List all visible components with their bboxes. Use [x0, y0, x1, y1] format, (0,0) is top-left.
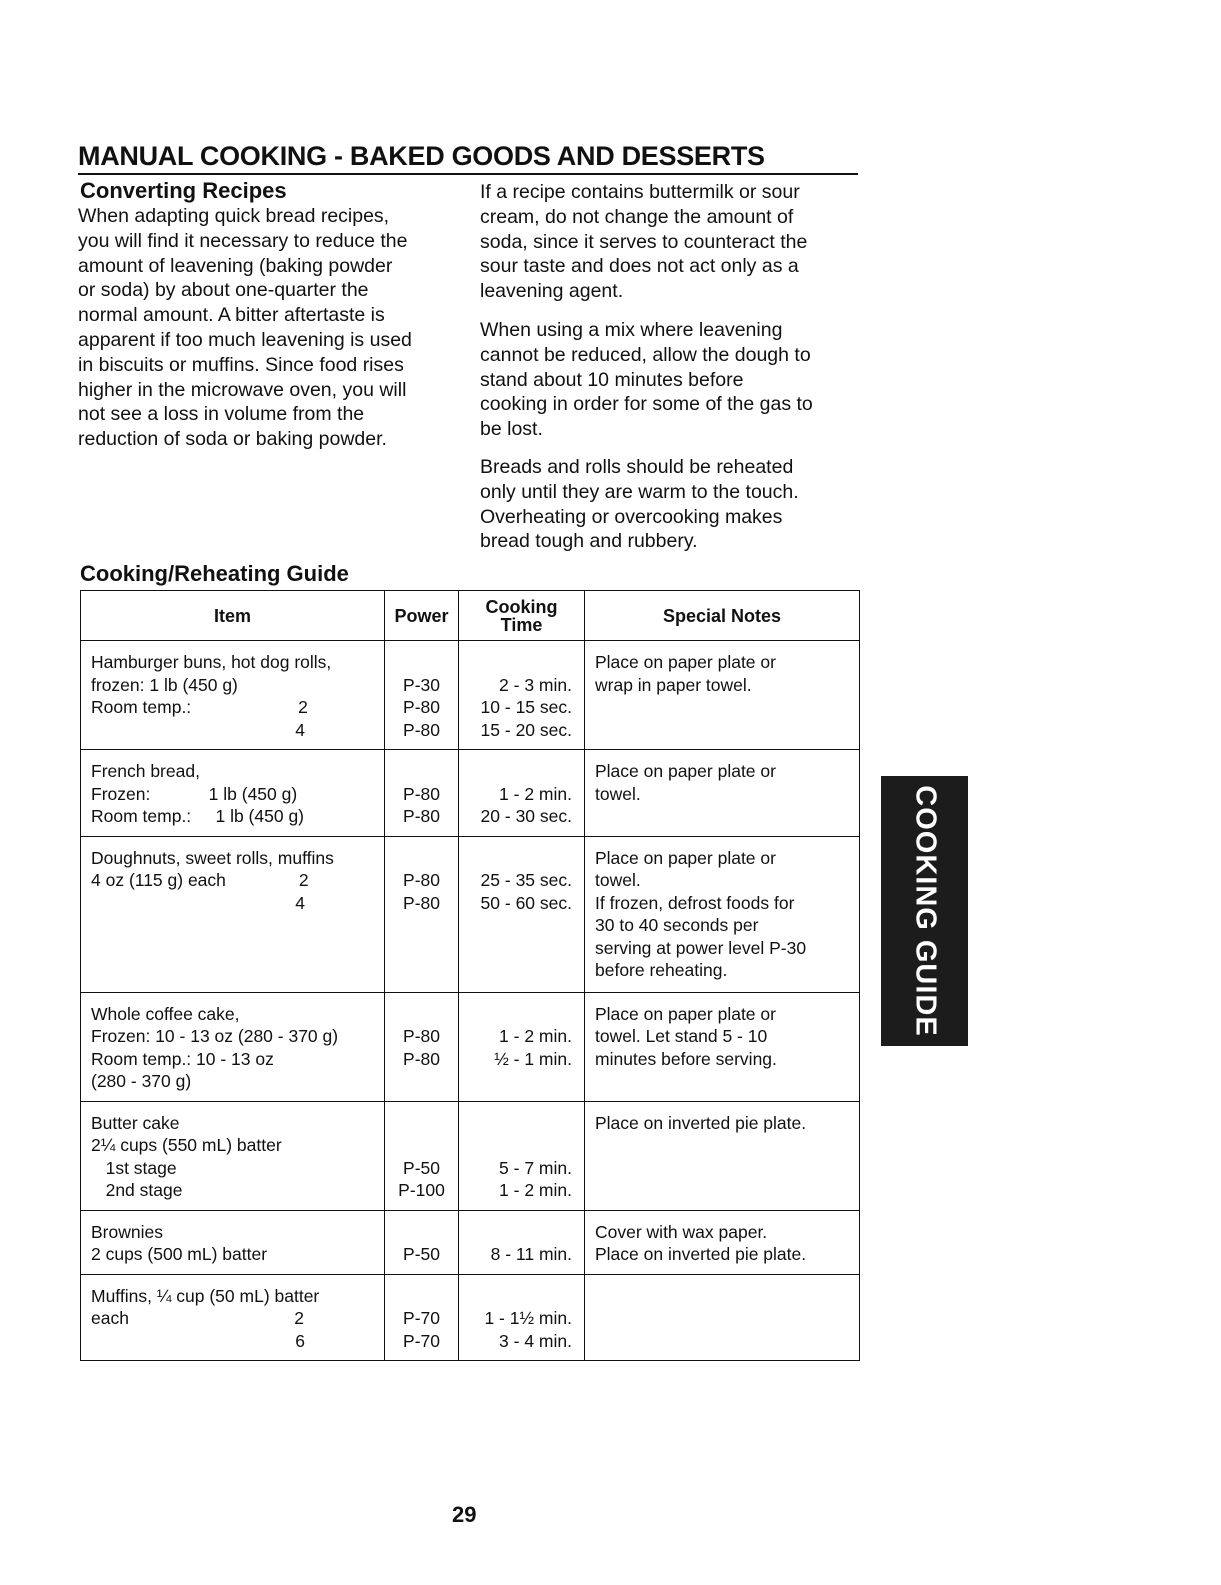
row-notes: Place on paper plate or towel.: [595, 761, 776, 804]
table-row: [81, 750, 860, 837]
cooking-reheating-table: [80, 590, 860, 1361]
table-row: [81, 641, 860, 750]
row-time: 1 - 2 min. 20 - 30 sec.: [480, 783, 572, 826]
converting-right-paragraph-1: If a recipe contains buttermilk or sour cream, do not change the amount of soda, since it serves to counteract the sour taste and does not act only as a leavening agent.: [480, 181, 808, 303]
table-header-row: [81, 591, 860, 641]
header-power: Power: [385, 591, 459, 641]
header-special-notes: Special Notes: [585, 591, 860, 641]
page-number: 29: [452, 1502, 477, 1527]
row-time: 8 - 11 min.: [490, 1244, 572, 1264]
row-time: 25 - 35 sec. 50 - 60 sec.: [480, 870, 572, 913]
table-row: [81, 992, 860, 1101]
header-cooking-time: Cooking Time: [459, 591, 585, 641]
header-item: Item: [81, 591, 385, 641]
converting-recipes-heading: Converting Recipes: [80, 178, 287, 203]
row-power: P-80 P-80: [403, 1026, 440, 1069]
table-row: [81, 1274, 860, 1361]
row-notes: Cover with wax paper. Place on inverted pie plate.: [595, 1221, 807, 1264]
row-item: Muffins, ¼ cup (50 mL) batter each 2 6: [91, 1285, 320, 1351]
row-time: 2 - 3 min. 10 - 15 sec. 15 - 20 sec.: [480, 674, 572, 740]
table-row: [81, 1210, 860, 1274]
row-notes: Place on paper plate or towel. If frozen, defrost foods for 30 to 40 seconds per serving at power level P-30 before reheating.: [595, 847, 807, 980]
row-notes: Place on paper plate or towel. Let stand 5 - 10 minutes before serving.: [595, 1003, 777, 1069]
row-item: Whole coffee cake, Frozen: 10 - 13 oz (280 - 370 g) Room temp.: 10 - 13 oz (280 - 370 g): [91, 1003, 339, 1091]
row-item: French bread, Frozen: 1 lb (450 g) Room temp.: 1 lb (450 g): [91, 761, 305, 826]
row-notes: Place on paper plate or wrap in paper towel.: [595, 652, 776, 695]
page-title: MANUAL COOKING - BAKED GOODS AND DESSERTS: [78, 140, 858, 175]
row-power: P-70 P-70: [403, 1308, 440, 1351]
row-item: Butter cake 2¼ cups (550 mL) batter 1st stage 2nd stage: [91, 1112, 282, 1200]
row-power: P-80 P-80: [403, 870, 440, 913]
row-notes: Place on inverted pie plate.: [595, 1112, 807, 1133]
table-row: [81, 836, 860, 992]
row-item: Hamburger buns, hot dog rolls, frozen: 1 lb (450 g) Room temp.: 2 4: [91, 652, 332, 740]
cooking-guide-side-tab: [881, 776, 968, 1046]
row-power: P-50 P-100: [398, 1157, 445, 1200]
converting-right-paragraph-3: Breads and rolls should be reheated only until they are warm to the touch. Overheating or overcooking makes bread tough and rubbery.: [480, 456, 799, 553]
converting-right-paragraph-2: When using a mix where leavening cannot be reduced, allow the dough to stand about 10 minutes before cooking in order for some of the gas to be lost.: [480, 319, 813, 441]
row-item: Doughnuts, sweet rolls, muffins 4 oz (115 g) each 2 4: [91, 847, 334, 913]
cooking-guide-heading: Cooking/Reheating Guide: [80, 561, 349, 586]
side-tab-label: COOKING GUIDE: [909, 785, 941, 1037]
row-notes: [585, 1275, 859, 1293]
row-power: P-30 P-80 P-80: [403, 674, 440, 740]
table-row: [81, 1101, 860, 1210]
row-item: Brownies 2 cups (500 mL) batter: [91, 1221, 268, 1264]
row-time: 1 - 1½ min. 3 - 4 min.: [484, 1308, 572, 1351]
row-time: 1 - 2 min. ½ - 1 min.: [494, 1026, 572, 1069]
row-time: 5 - 7 min. 1 - 2 min.: [499, 1157, 572, 1200]
row-power: P-50: [403, 1244, 440, 1264]
row-power: P-80 P-80: [403, 783, 440, 826]
converting-left-paragraph: When adapting quick bread recipes, you will find it necessary to reduce the amount of leavening (baking powder or soda) by about one-quarter the normal amount. A bitter aftertaste is apparent if too much leavening is used in biscuits or muffins. Since food rises higher in the microwave oven, you will not see a loss in volume from the reduction of soda or baking powder.: [78, 205, 412, 451]
